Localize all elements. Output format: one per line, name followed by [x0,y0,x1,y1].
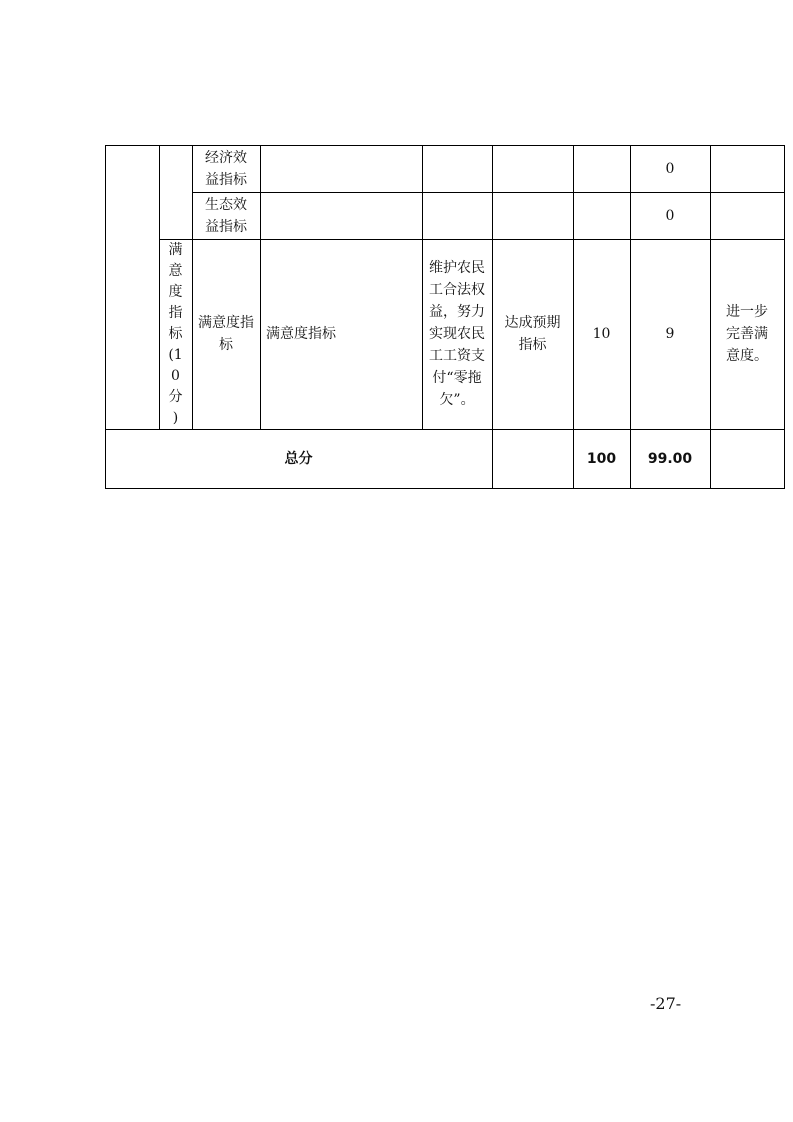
satisfaction-level2-indicator: 满意度指标 [198,315,254,353]
vertical-char: 标 [168,325,183,342]
vertical-char: 意 [168,262,183,279]
vertical-char: 指 [168,304,183,321]
satisfaction-level3-indicator: 满意度指标 [266,326,336,342]
vertical-char: 满 [168,241,183,258]
satisfaction-actual-value: 达成预期指标 [504,315,561,353]
economic-benefit-indicator: 经济效益指标 [205,149,247,188]
satisfaction-level1-indicator [159,239,192,429]
vertical-char: 分 [168,388,183,405]
vertical-char: (1 [168,346,183,363]
vertical-char: 0 [171,367,180,384]
vertical-char: ) [172,409,179,426]
satisfaction-target-value: 维护农民工合法权益，努力实现农民工工资支付“零拖欠”。 [429,260,485,408]
table-border-right [784,145,785,489]
satisfaction-weight: 10 [592,326,611,342]
satisfaction-remarks: 进一步完善满意度。 [726,304,768,364]
vertical-char: 度 [168,283,183,300]
table-border-bottom [105,488,784,489]
economic-benefit-score: 0 [665,160,675,177]
page-number: -27- [650,994,682,1013]
ecological-benefit-score: 0 [665,207,675,224]
ecological-benefit-indicator: 生态效益指标 [205,196,247,235]
total-label: 总分 [284,450,313,467]
satisfaction-score: 9 [665,326,675,342]
total-score: 99.00 [647,450,693,467]
total-weight: 100 [586,450,617,467]
